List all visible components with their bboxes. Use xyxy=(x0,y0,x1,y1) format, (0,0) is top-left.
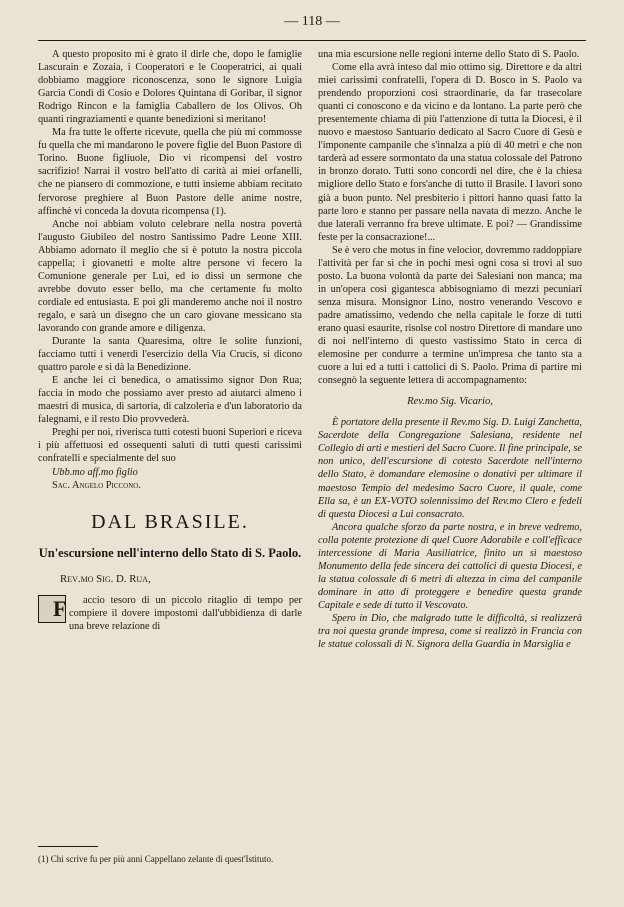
paragraph: Ma fra tutte le offerte ricevute, quella che più mi commosse fu quella che mi mandarono le povere figlie del Buon Pastore di Torino. Buone figliuole, Dio vi ricompensi del vostro sacrifizio! Narrai il vostro bell'atto di carità ai miei orfanelli, che ne piansero di commozione, e tutti insieme abbiam recitato fervorose preghiere al Buon Pastore delle anime nostre, affinchè vi conceda la dovuta ricompensa (1). xyxy=(38,127,302,217)
right-column xyxy=(318,48,582,651)
article-subtitle: Un'escursione nell'interno dello Stato di S. Paolo. xyxy=(38,545,302,560)
paragraph: E anche lei ci benedica, o amatissimo signor Don Rua; faccia in modo che possiamo aver presto ad aiutarci almeno i maestri di musica, di sartoria, di calzoleria e d'un laboratorio da falegnami, e il resto Dio provvederà. xyxy=(38,375,302,426)
paragraph: Come ella avrà inteso dal mio ottimo sig. Direttore e da altri miei carissimi confratelli, l'opera di D. Bosco in S. Paolo va prendendo proporzioni così straordinarie, da far trasecolare quanti ci conoscono e da vicino e da lontano. La parte però che presentemente chiama di più l'attenzione di tutta la Diocesi, è il nuovo e maestoso Santuario dedicato al Sacro Cuore di Gesù e l'imponente campanile che s'innalza a più di 40 metri e che non tarderà ad essere sormontato da una statua colossale del Patrono in bronzo dorato. Tutti sono concordi nel dire, che è la chiesa migliore dello Stato e fors'anche di tutto il Brasile. I lavori sono già a buon punto. Nel presbiterio i pittori hanno quasi fatto la parte loro e stanno per passare nella navata di mezzo. Anche le due laterali verranno fra breve ultimate. E poi? — Grandissime feste per la consacrazione!... xyxy=(318,62,582,243)
letter-paragraph: Ancora qualche sforzo da parte nostra, e in breve vedremo, colla potente protezione di quel Cuore Adorabile e coll'efficace intercessione di Maria Ausiliatrice, finito un sì maestoso Monumento della fede sincera dei cattolici di questa Diocesi, e la statua colossale di 6 metri di altezza in cima del campanile dominare in atto di proteggere e benedire questa grande Capitale e sede di tutto il Vescovato. xyxy=(318,521,582,611)
signoff-line-1: Ubb.mo aff.mo figlio xyxy=(52,466,138,478)
salutation: Rev.mo Sig. D. Rua, xyxy=(60,572,151,585)
section-title: DAL BRASILE. xyxy=(91,510,249,533)
letter-paragraph: Spero in Dio, che malgrado tutte le difficoltà, si realizzerà tra noi questa grande impresa, come si realizzò in Francia con le statue colossali di N. Signora della Guardia in Marsiglia e xyxy=(318,612,582,651)
signoff-line-2: Sac. Angelo Piccono. xyxy=(52,479,141,491)
paragraph: Durante la santa Quaresima, oltre le solite funzioni, facciamo tutti i venerdì l'esercizio della Via Crucis, si dicono quattro parole e si dà la Benedizione. xyxy=(38,336,302,374)
paragraph: Anche noi abbiam voluto celebrare nella nostra povertà l'augusto Giubileo del nostro Santissimo Padre Leone XIII. Abbiamo adornato il meglio che si è potuto la nostra piccola cappella; i giovanetti e molte altre persone vi fecero la Comunione generale per Lui, ed io dissi un sermone che avrebbe dovuto esser bello, ma che certamente fu molto cordiale ed entusiasta. E poi gli manderemo anche noi il nostro regalo, e sarà un disegno che un caro giovane messicano sta lavorando con grande amore e diligenza. xyxy=(38,218,302,334)
left-column xyxy=(38,48,302,633)
paragraph: Se è vero che motus in fine velocior, dovremmo raddoppiare l'attività per far sì che in pochi mesi ogni cosa si trovi al suo posto. La buona volontà da parte dei Salesiani non manca; ma in un'opera così gigantesca abbisogniamo di mezzi pecuniarî senza misura. Monsignor Lino, nostro venerando Vescovo e padre amatissimo, vedendo che nella capitale le forze di tutti erano quasi esaurite, risolse col nostro Direttore di mandare uno di noi nell'interno di questo vastissimo Stato in cerca di elemosine per condurre a termine un'impresa che tanto sta a cuore a lui ed a tutti i cattolici di S. Paolo. Prima di partire mi consegnò la seguente lettera di accompagnamento: xyxy=(318,244,582,387)
paragraph: Preghi per noi, riverisca tutti cotesti buoni Superiori e riceva i più affettuosi ed ossequenti saluti di tutti questi carissimi confratelli e specialmente del suo xyxy=(38,427,302,465)
opening-paragraph xyxy=(38,594,302,633)
letter-paragraph: È portatore della presente il Rev.mo Sig. D. Luigi Zanchetta, Sacerdote della Congregazione Salesiana, residente nel Collegio di arti e mestieri del Sacro Cuore. Il fine principale, se non unico, dell'escursione di cotesto Sacerdote nell'interno dello Stato, è domandare elemosine o donativi per ultimare il maestoso Tempio del medesimo Sacro Cuore, il quale, come Ella sa, è un EX-VOTO solennissimo del Rev.mo Clero e fedeli di questa Diocesi a Lui consacrato. xyxy=(318,417,582,520)
footnote-rule xyxy=(38,846,98,847)
header-rule xyxy=(38,40,586,41)
footnote: (1) Chi scrive fu per più anni Cappellano zelante di quest'Istituto. xyxy=(38,854,274,864)
paragraph: una mia escursione nelle regioni interne dello Stato di S. Paolo. xyxy=(318,49,580,60)
dropcap-initial: F xyxy=(38,595,66,623)
letter-body xyxy=(318,416,582,651)
page-number: — 118 — xyxy=(284,14,340,29)
opening-text: accio tesoro di un piccolo ritaglio di tempo per compiere il dovere impostomi dall'ubbidienza di darle una breve relazione di xyxy=(69,594,302,632)
letter-salutation: Rev.mo Sig. Vicario, xyxy=(407,396,493,408)
paragraph: A questo proposito mi è grato il dirle che, dopo le famiglie Lascurain e Zozaia, i Cooperatori e le Cooperatrici, ai quali dobbiamo maggiore riconoscenza, sono le signore Luigia Garcìa Condì di Cosio e Dolores Quintana di Goribar, il signor Rodrigo Rincon e la famiglia Caballero de los Olivos. Oh quanti ringraziamenti e quante benedizioni si meritano! xyxy=(38,49,302,126)
